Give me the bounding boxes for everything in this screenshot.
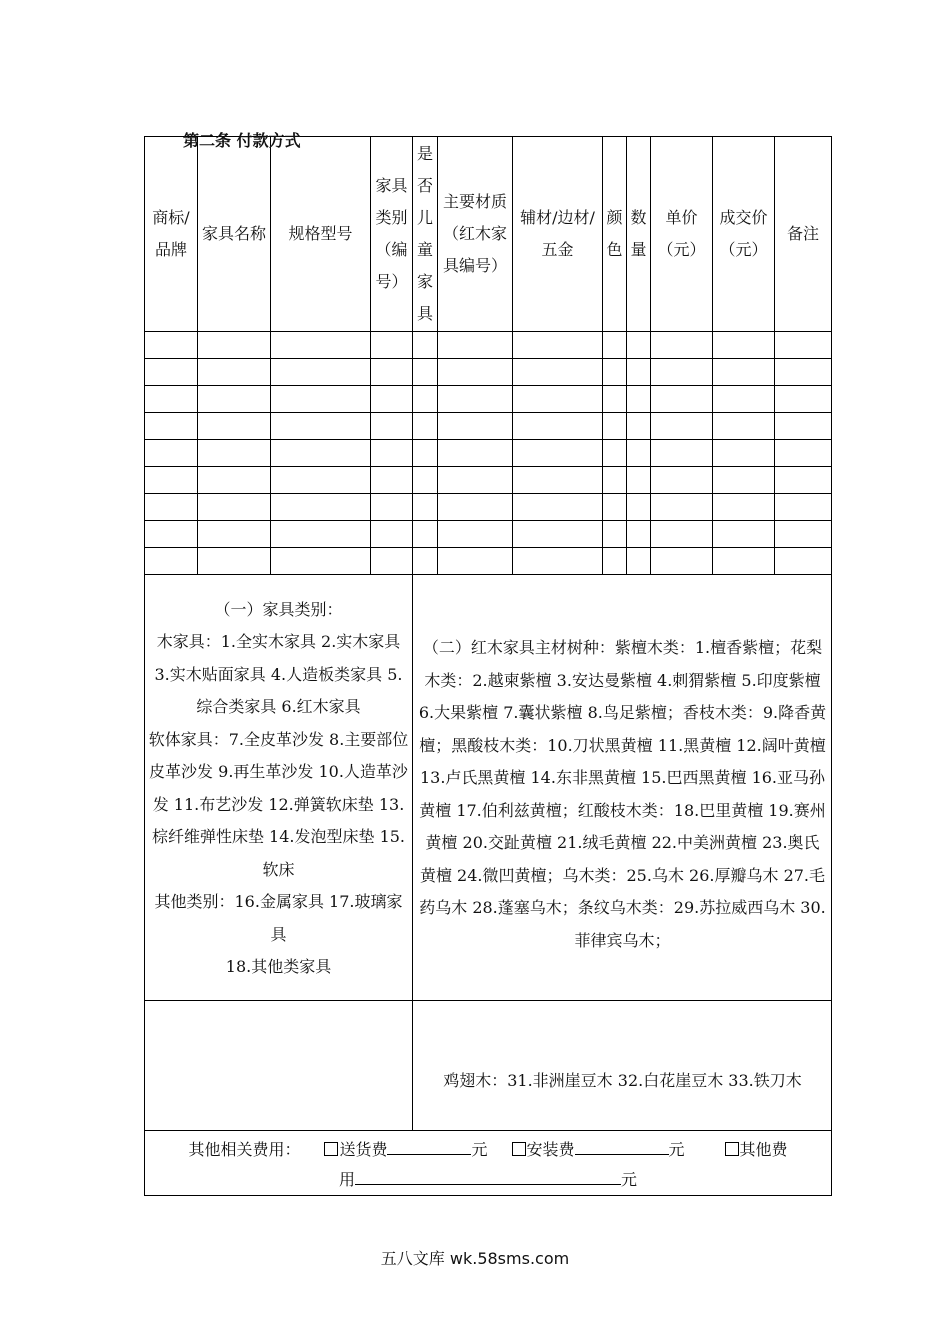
cell[interactable]	[413, 467, 438, 494]
table-row	[145, 386, 832, 413]
section-title: 第二条 付款方式	[183, 131, 301, 150]
cell[interactable]	[271, 359, 371, 386]
cell[interactable]	[603, 359, 627, 386]
table-row	[145, 440, 832, 467]
cell[interactable]	[651, 521, 713, 548]
cell[interactable]	[651, 413, 713, 440]
cell[interactable]	[651, 359, 713, 386]
cell[interactable]	[371, 548, 413, 575]
cell[interactable]	[513, 494, 603, 521]
cell[interactable]	[438, 440, 513, 467]
cell[interactable]	[651, 548, 713, 575]
header-name: 家具名称	[198, 137, 271, 332]
other-fees	[145, 1131, 832, 1196]
footer-watermark: 五八文库 wk.58sms.com	[380, 1249, 570, 1268]
cell[interactable]	[413, 440, 438, 467]
cell[interactable]	[775, 413, 832, 440]
delivery-checkbox[interactable]	[324, 1142, 338, 1156]
other-fee-label: 其他费	[739, 1139, 788, 1159]
cell[interactable]	[627, 494, 651, 521]
cell[interactable]	[438, 467, 513, 494]
cell[interactable]	[627, 521, 651, 548]
header-category: 家具类别（编号）	[371, 137, 413, 332]
cell[interactable]	[198, 494, 271, 521]
install-yuan: 元	[668, 1139, 685, 1159]
cell[interactable]	[371, 467, 413, 494]
header-unit-price: 单价（元）	[651, 137, 713, 332]
rosewood-species-text: （二）红木家具主材树种：紫檀木类：1.檀香紫檀；花梨木类：2.越柬紫檀 3.安达曼紫檀 4.刺猬紫檀 5.印度紫檀 6.大果紫檀 7.囊状紫檀 8.鸟足紫檀；香枝木类：9.降香黄檀；黑酸枝木类：10.刀状黑黄檀 11.黑黄檀 12.阔叶黄檀 13.卢氏黑黄檀 14.东非黑黄檀 15.巴西黑黄檀 16.亚马孙黄檀 17.伯利兹黄檀；红酸枝木类：18.巴里黄檀 19.赛州黄檀 20.交趾黄檀 21.绒毛黄檀 22.中美洲黄檀 23.奥氏黄檀 24.微凹黄檀；乌木类：25.乌木 26.厚瓣乌木 27.毛药乌木 28.蓬塞乌木；条纹乌木类：29.苏拉威西乌木 30.菲律宾乌木；	[418, 638, 827, 950]
cell[interactable]	[713, 413, 775, 440]
cell[interactable]	[145, 359, 198, 386]
cell[interactable]	[438, 494, 513, 521]
header-remark: 备注	[775, 137, 832, 332]
cell[interactable]	[145, 548, 198, 575]
cell[interactable]	[198, 413, 271, 440]
cell[interactable]	[775, 521, 832, 548]
cell[interactable]	[371, 521, 413, 548]
cell[interactable]	[145, 386, 198, 413]
cell[interactable]	[198, 467, 271, 494]
cell[interactable]	[438, 359, 513, 386]
cell[interactable]	[603, 386, 627, 413]
cell[interactable]	[775, 467, 832, 494]
cell[interactable]	[438, 332, 513, 359]
cell[interactable]	[438, 386, 513, 413]
cell[interactable]	[145, 467, 198, 494]
tail-row	[145, 1001, 832, 1131]
cell[interactable]	[775, 440, 832, 467]
cell[interactable]	[438, 413, 513, 440]
header-brand: 商标/品牌	[145, 137, 198, 332]
cell[interactable]	[651, 332, 713, 359]
cell[interactable]	[627, 386, 651, 413]
cell[interactable]	[413, 521, 438, 548]
other-fee-label-cont: 用	[338, 1169, 355, 1189]
cell[interactable]	[513, 413, 603, 440]
cell[interactable]	[371, 440, 413, 467]
furniture-table	[144, 136, 832, 1196]
chicken-wing-wood-text: 鸡翅木：31.非洲崖豆木 32.白花崖豆木 33.铁刀木	[443, 1071, 802, 1091]
header-qty: 数量	[627, 137, 651, 332]
cell[interactable]	[271, 494, 371, 521]
cell[interactable]	[198, 332, 271, 359]
cell[interactable]	[713, 332, 775, 359]
table-row	[145, 332, 832, 359]
cell[interactable]	[371, 494, 413, 521]
cell[interactable]	[713, 494, 775, 521]
cell[interactable]	[271, 521, 371, 548]
header-deal-price: 成交价（元）	[713, 137, 775, 332]
cell[interactable]	[198, 521, 271, 548]
cell[interactable]	[603, 548, 627, 575]
cell[interactable]	[603, 332, 627, 359]
table-row	[145, 521, 832, 548]
cell[interactable]	[513, 386, 603, 413]
cell[interactable]	[145, 413, 198, 440]
header-row	[145, 137, 832, 332]
header-aux: 辅材/边材/五金	[513, 137, 603, 332]
cell[interactable]	[271, 548, 371, 575]
cell[interactable]	[145, 494, 198, 521]
tail-right	[413, 1001, 832, 1131]
cell[interactable]	[513, 521, 603, 548]
furniture-category-notes	[145, 575, 413, 1001]
cell[interactable]	[413, 386, 438, 413]
cell[interactable]	[271, 467, 371, 494]
cell[interactable]	[198, 548, 271, 575]
cell[interactable]	[651, 386, 713, 413]
delivery-fee-label: 送货费	[339, 1139, 388, 1159]
table-row	[145, 359, 832, 386]
cell[interactable]	[651, 440, 713, 467]
fees-row	[145, 1131, 832, 1196]
cell[interactable]	[371, 359, 413, 386]
category-wood: 木家具：1.全实木家具 2.实木家具 3.实木贴面家具 4.人造板类家具 5.综合类家具 6.红木家具	[154, 632, 403, 716]
rosewood-species-notes	[413, 575, 832, 1001]
cell[interactable]	[713, 548, 775, 575]
header-material: 主要材质（红木家具编号）	[438, 137, 513, 332]
category-heading: （一）家具类别：	[214, 599, 343, 619]
cell[interactable]	[775, 386, 832, 413]
cell[interactable]	[413, 332, 438, 359]
cell[interactable]	[271, 440, 371, 467]
table-row	[145, 413, 832, 440]
cell[interactable]	[371, 386, 413, 413]
header-spec: 规格型号	[271, 137, 371, 332]
cell[interactable]	[145, 332, 198, 359]
cell[interactable]	[198, 386, 271, 413]
header-is-child: 是否儿童家具	[413, 137, 438, 332]
other-fee-input[interactable]	[355, 1166, 621, 1185]
cell[interactable]	[627, 467, 651, 494]
install-checkbox[interactable]	[512, 1142, 526, 1156]
category-soft: 软体家具：7.全皮革沙发 8.主要部位皮革沙发 9.再生革沙发 10.人造革沙发 11.布艺沙发 12.弹簧软床垫 13.棕纤维弹性床垫 14.发泡型床垫 15.软床	[148, 729, 409, 879]
cell[interactable]	[271, 332, 371, 359]
cell[interactable]	[627, 359, 651, 386]
cell[interactable]	[413, 548, 438, 575]
cell[interactable]	[775, 548, 832, 575]
category-misc: 18.其他类家具	[225, 957, 332, 976]
delivery-fee-input[interactable]	[387, 1136, 471, 1155]
cell[interactable]	[603, 521, 627, 548]
cell[interactable]	[603, 440, 627, 467]
delivery-yuan: 元	[471, 1139, 488, 1159]
cell[interactable]	[713, 440, 775, 467]
table-row	[145, 548, 832, 575]
cell[interactable]	[513, 467, 603, 494]
cell[interactable]	[603, 413, 627, 440]
category-other: 其他类别：16.金属家具 17.玻璃家具	[154, 892, 403, 944]
cell[interactable]	[371, 413, 413, 440]
cell[interactable]	[627, 413, 651, 440]
cell[interactable]	[438, 521, 513, 548]
cell[interactable]	[775, 359, 832, 386]
cell[interactable]	[713, 359, 775, 386]
cell[interactable]	[651, 467, 713, 494]
other-yuan: 元	[621, 1169, 638, 1189]
cell[interactable]	[603, 494, 627, 521]
install-fee-input[interactable]	[575, 1136, 669, 1155]
install-fee-label: 安装费	[526, 1139, 575, 1159]
cell[interactable]	[371, 332, 413, 359]
cell[interactable]	[513, 440, 603, 467]
table-row	[145, 467, 832, 494]
cell[interactable]	[513, 332, 603, 359]
cell[interactable]	[413, 359, 438, 386]
cell[interactable]	[603, 467, 627, 494]
cell[interactable]	[713, 467, 775, 494]
header-color: 颜色	[603, 137, 627, 332]
cell[interactable]	[271, 413, 371, 440]
cell[interactable]	[775, 494, 832, 521]
table-row	[145, 494, 832, 521]
cell[interactable]	[651, 494, 713, 521]
cell[interactable]	[413, 413, 438, 440]
cell[interactable]	[198, 359, 271, 386]
cell[interactable]	[775, 332, 832, 359]
cell[interactable]	[271, 386, 371, 413]
cell[interactable]	[627, 440, 651, 467]
notes-row	[145, 575, 832, 1001]
cell[interactable]	[438, 548, 513, 575]
other-fee-checkbox[interactable]	[725, 1142, 739, 1156]
cell[interactable]	[713, 386, 775, 413]
cell[interactable]	[627, 332, 651, 359]
cell[interactable]	[627, 548, 651, 575]
cell[interactable]	[513, 359, 603, 386]
cell[interactable]	[513, 548, 603, 575]
cell[interactable]	[145, 440, 198, 467]
cell[interactable]	[198, 440, 271, 467]
cell[interactable]	[713, 521, 775, 548]
fees-label: 其他相关费用：	[188, 1139, 301, 1159]
cell[interactable]	[145, 521, 198, 548]
tail-left-empty	[145, 1001, 413, 1131]
cell[interactable]	[413, 494, 438, 521]
